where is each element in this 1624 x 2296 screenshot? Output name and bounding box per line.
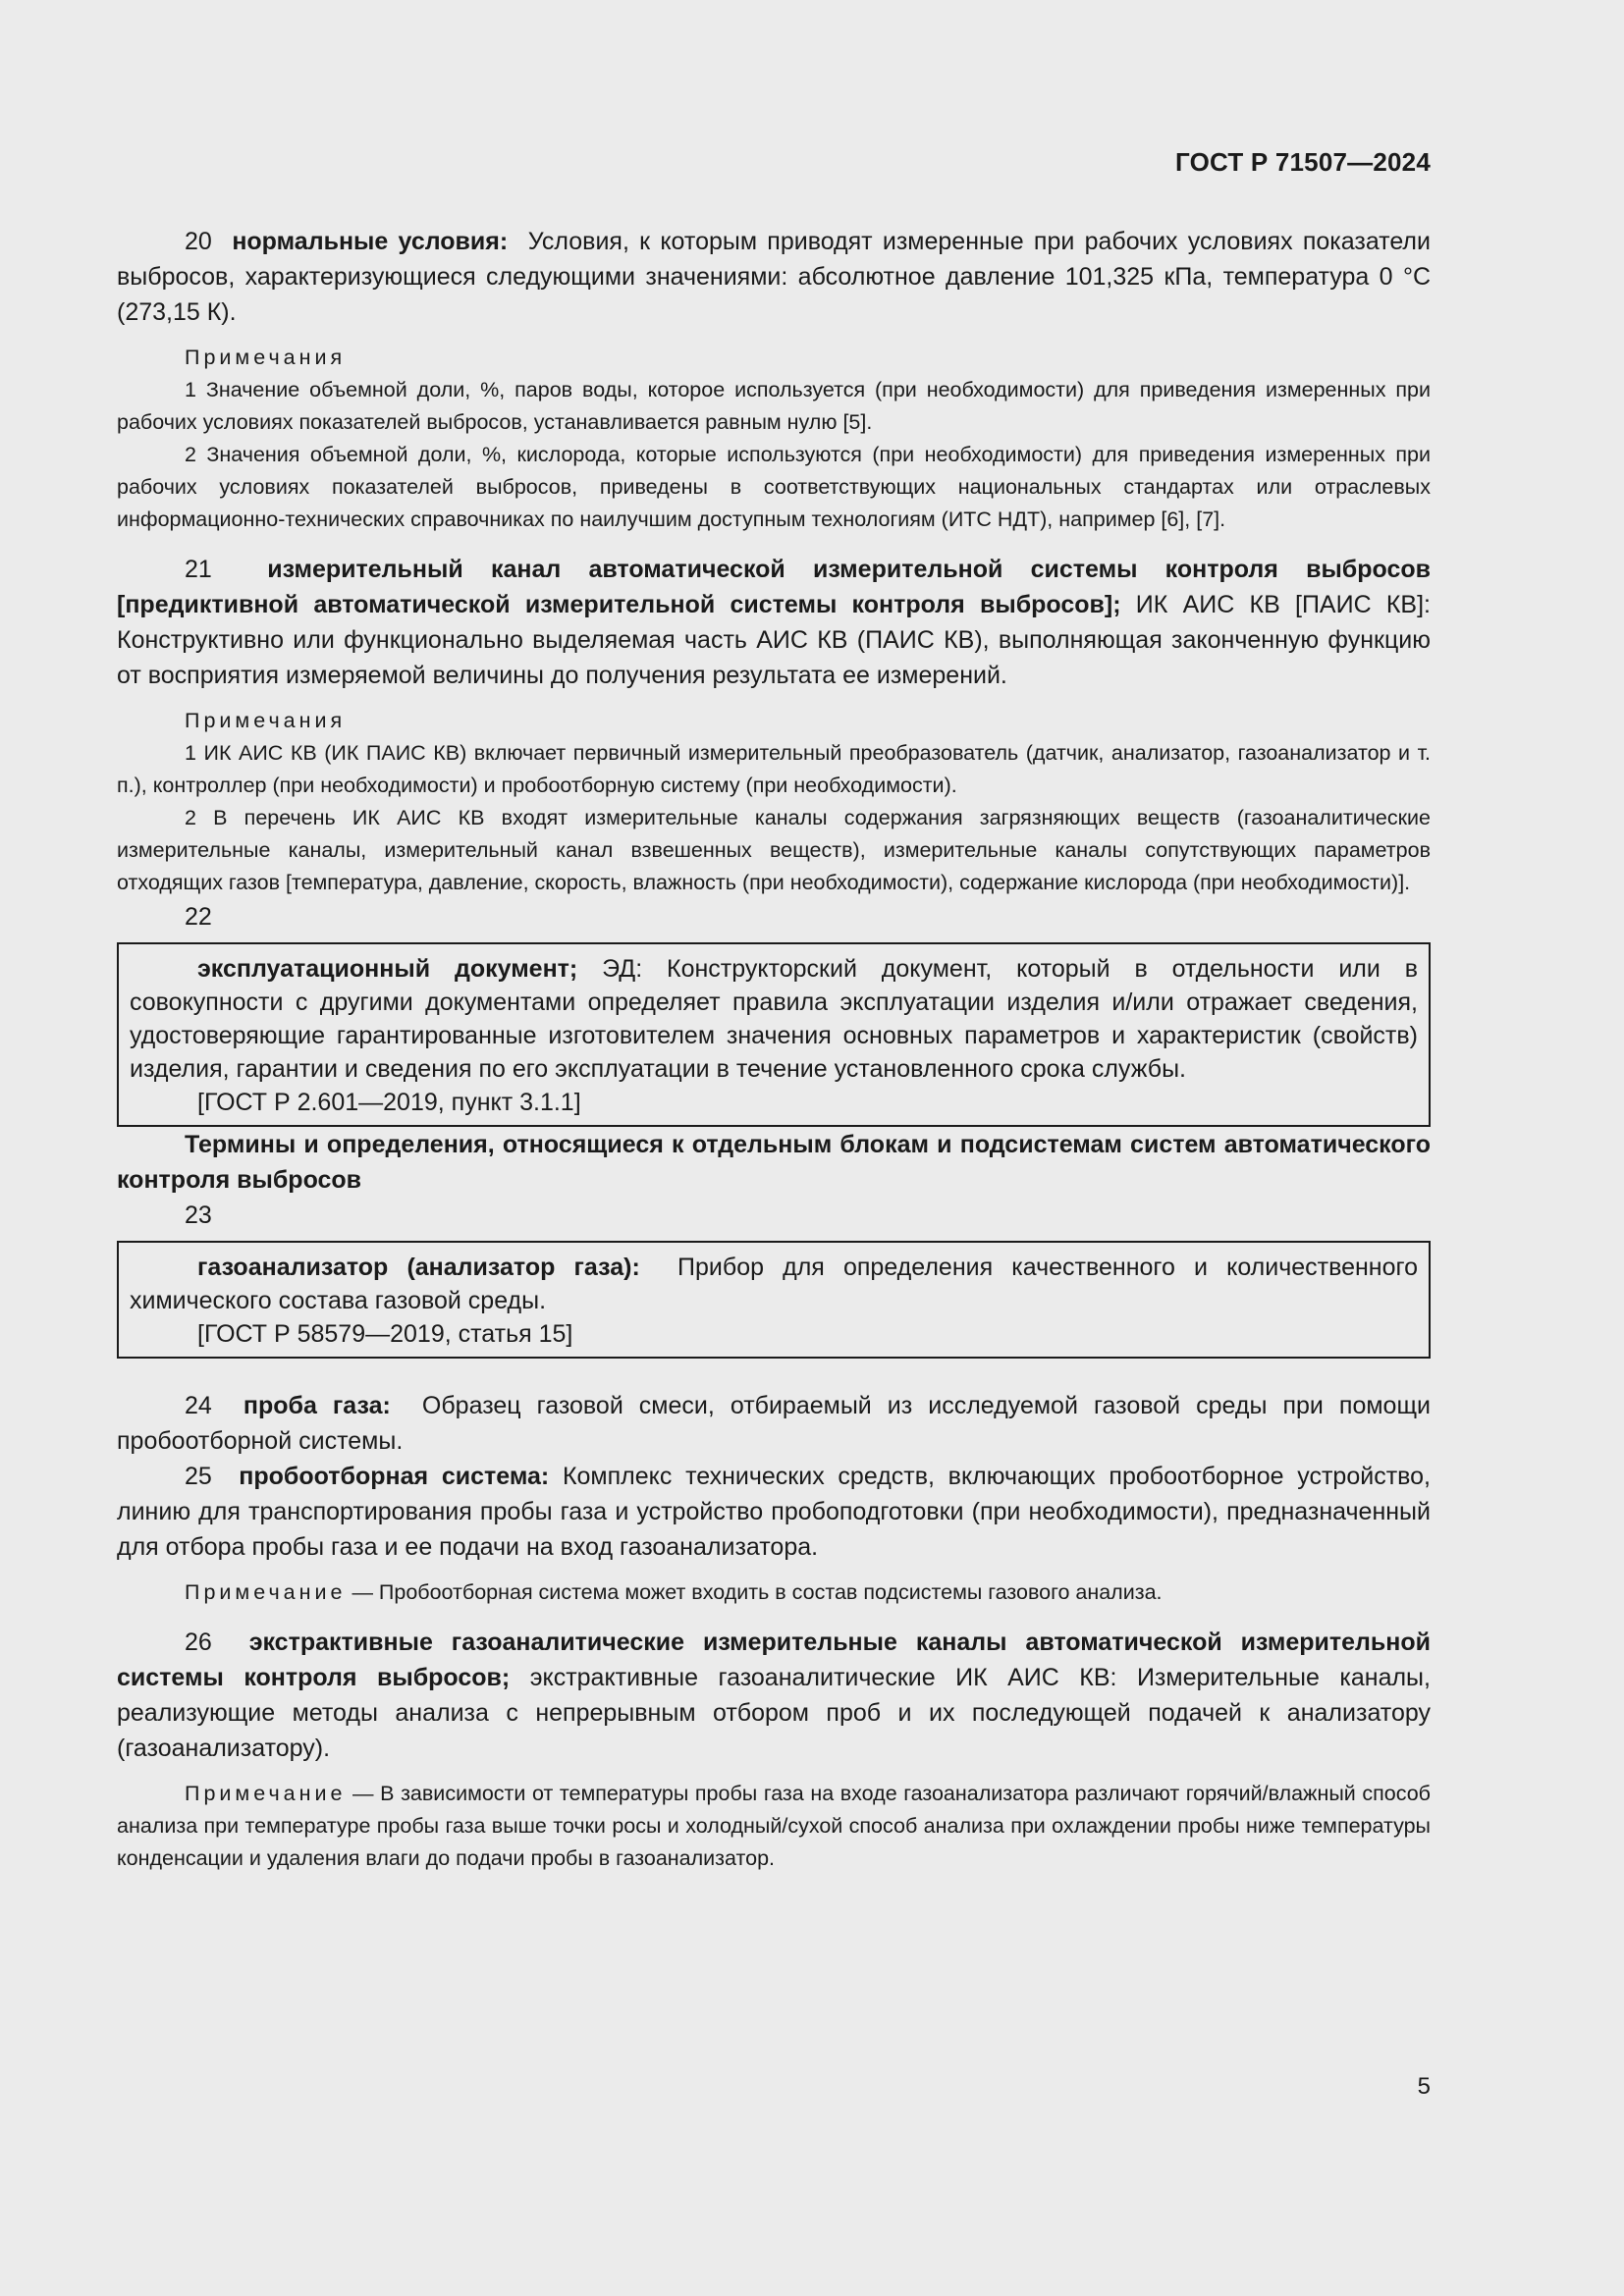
entry-definition: Образец газовой смеси, отбираемый из исследуемой газовой среды при помощи пробоотборной системы. xyxy=(117,1392,1431,1455)
entry-24 xyxy=(117,1388,1431,1459)
page-number: 5 xyxy=(1417,2073,1431,2100)
entry-term: нормальные условия: xyxy=(232,228,509,255)
notes-heading: Примечания xyxy=(185,346,347,369)
note-text: — Пробоотборная система может входить в состав подсистемы газового анализа. xyxy=(352,1580,1163,1604)
entry-number: 20 xyxy=(185,228,212,255)
entry-21 xyxy=(117,552,1431,693)
entry-number: 24 xyxy=(185,1392,212,1419)
note-heading: Примечание xyxy=(185,1580,347,1604)
document-header: ГОСТ Р 71507—2024 xyxy=(1175,147,1431,177)
note-item: 1 Значение объемной доли, %, паров воды, которое используется (при необходимости) для приведения измеренных при рабочих условиях показателей выбросов, устанавливается равным нулю [5]. xyxy=(117,378,1431,434)
entry-26 xyxy=(117,1625,1431,1766)
entry-definition: ИК АИС КВ [ПАИС КВ]: Конструктивно или функционально выделяемая часть АИС КВ (ПАИС КВ), выполняющая законченную функцию от восприятия измеряемой величины до получения результата ее измерений. xyxy=(117,591,1431,689)
entry-23 xyxy=(130,1251,1418,1317)
entry-term: пробоотборная система: xyxy=(239,1463,550,1490)
entry-number: 25 xyxy=(185,1463,212,1490)
entry-22 xyxy=(130,952,1418,1086)
notes-heading: Примечания xyxy=(185,709,347,732)
entry-term: измерительный канал автоматической измерительной системы контроля выбросов [предиктивной автоматической измерительной системы контроля выбросов]; xyxy=(117,556,1431,618)
entry-number: 22 xyxy=(185,903,212,931)
source-reference: [ГОСТ Р 2.601—2019, пункт 3.1.1] xyxy=(197,1089,581,1116)
entry-term: эксплуатационный документ; xyxy=(197,955,578,983)
source-reference: [ГОСТ Р 58579—2019, статья 15] xyxy=(197,1320,573,1348)
entry-term: проба газа: xyxy=(243,1392,391,1419)
note-item: 1 ИК АИС КВ (ИК ПАИС КВ) включает первичный измерительный преобразователь (датчик, анализатор, газоанализатор и т. п.), контроллер (при необходимости) и пробоотборную систему (при необходимости). xyxy=(117,741,1431,797)
entry-term: экстрактивные газоаналитические измерительные каналы автоматической измерительной системы контроля выбросов; xyxy=(117,1629,1431,1691)
document-body xyxy=(117,224,1431,1875)
note-item: 2 В перечень ИК АИС КВ входят измерительные каналы содержания загрязняющих веществ (газоаналитические измерительные каналы, измерительный канал взвешенных веществ), измерительные каналы сопутствующих параметров отходящих газов [температура, давление, скорость, влажность (при необходимости), содержание кислорода (при необходимости)]. xyxy=(117,806,1431,894)
entry-definition: экстрактивные газоаналитические ИК АИС КВ: Измерительные каналы, реализующие методы анализа с непрерывным отбором проб и их последующей подачей к анализатору (газоанализатору). xyxy=(117,1664,1431,1762)
section-title: Термины и определения, относящиеся к отдельным блокам и подсистемам систем автоматического контроля выбросов xyxy=(117,1131,1431,1194)
entry-number: 26 xyxy=(185,1629,212,1656)
note-item xyxy=(117,1576,1431,1609)
entry-25 xyxy=(117,1459,1431,1565)
entry-definition: Условия, к которым приводят измеренные при рабочих условиях показатели выбросов, характеризующиеся следующими значениями: абсолютное давление 101,325 кПа, температура 0 °C (273,15 К). xyxy=(117,228,1431,326)
entry-number: 21 xyxy=(185,556,212,583)
entry-term: газоанализатор (анализатор газа): xyxy=(197,1254,640,1281)
entry-number: 23 xyxy=(185,1201,212,1229)
quoted-definition-box xyxy=(117,1241,1431,1359)
note-text: — В зависимости от температуры пробы газа на входе газоанализатора различают горячий/влажный способ анализа при температуре пробы газа выше точки росы и холодный/сухой способ анализа при охлаждении пробы ниже температуры конденсации и удаления влаги до подачи пробы в газоанализатор. xyxy=(117,1782,1431,1870)
entry-definition: Прибор для определения качественного и количественного химического состава газовой среды. xyxy=(130,1254,1418,1314)
note-heading: Примечание xyxy=(185,1782,347,1805)
quoted-definition-box xyxy=(117,942,1431,1127)
note-item: 2 Значения объемной доли, %, кислорода, которые используются (при необходимости) для приведения измеренных при рабочих условиях показателей выбросов, приведены в соответствующих национальных стандартах или отраслевых информационно-технических справочниках по наилучшим доступным технологиям (ИТС НДТ), например [6], [7]. xyxy=(117,443,1431,531)
entry-20 xyxy=(117,224,1431,330)
entry-definition: ЭД: Конструкторский документ, который в отдельности или в совокупности с другими документами определяет правила эксплуатации изделия и/или отражает сведения, удостоверяющие гарантированные изготовителем значения основных параметров и характеристик (свойств) изделия, гарантии и сведения по его эксплуатации в течение установленного срока службы. xyxy=(130,955,1419,1083)
entry-definition: Комплекс технических средств, включающих пробоотборное устройство, линию для транспортирования пробы газа и устройство пробоподготовки (при необходимости), предназначенный для отбора пробы газа и ее подачи на вход газоанализатора. xyxy=(117,1463,1431,1561)
note-item xyxy=(117,1778,1431,1875)
